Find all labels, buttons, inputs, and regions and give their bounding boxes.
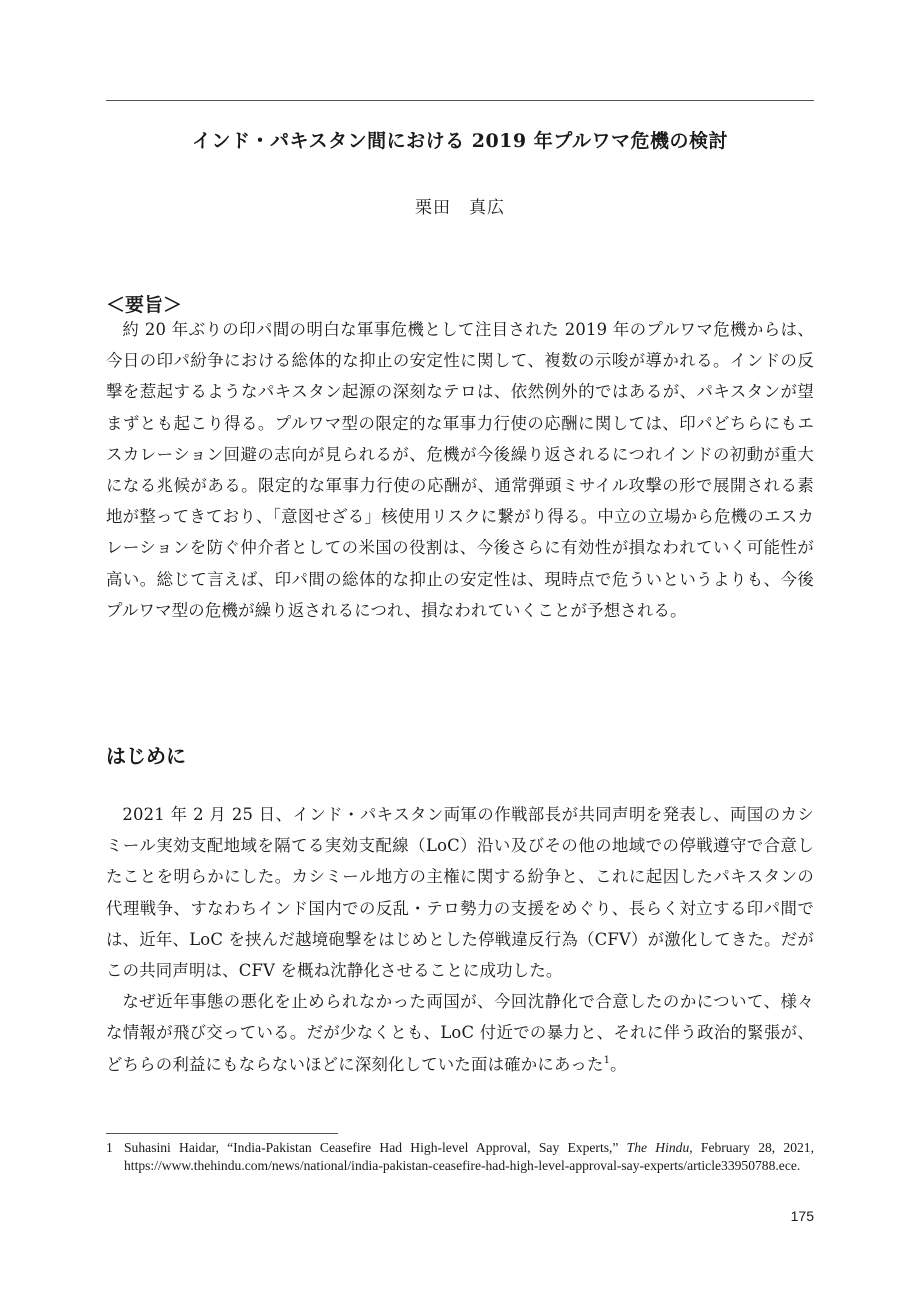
footnote-rule (106, 1133, 338, 1134)
intro-paragraph-2-text: なぜ近年事態の悪化を止められなかった両国が、今回沈静化で合意したのかについて、様々な情報が飛び交っている。だが少なくとも、LoC 付近での暴力と、それに伴う政治的緊張が、どちらの利益にもならないほどに深刻化していた面は確かにあった (106, 992, 814, 1074)
abstract-heading: ＜要旨＞ (106, 294, 183, 316)
footnote-text-before: Suhasini Haidar, “India-Pakistan Ceasefire Had High-level Approval, Say Experts,” (124, 1140, 627, 1155)
intro-paragraph-2-end: 。 (610, 1054, 627, 1074)
article-title: インド・パキスタン間における 2019 年プルワマ危機の検討 (192, 130, 728, 152)
article-author: 栗田 真広 (415, 198, 505, 218)
footnote-body (124, 1139, 814, 1175)
footnote (106, 1139, 814, 1175)
page-number: 175 (790, 1208, 814, 1224)
footnote-publication: The Hindu, (626, 1140, 693, 1155)
abstract-paragraph: 約 20 年ぶりの印パ間の明白な軍事危機として注目された 2019 年のプルワマ危機からは、今日の印パ紛争における総体的な抑止の安定性に関して、複数の示唆が導かれる。インドの反撃を惹起するようなパキスタン起源の深刻なテロは、依然例外的ではあるが、パキスタンが望まずとも起こり得る。プルワマ型の限定的な軍事力行使の応酬に関しては、印パどちらにもエスカレーション回避の志向が見られるが、危機が今後繰り返されるにつれインドの初動が重大になる兆候がある。限定的な軍事力行使の応酬が、通常弾頭ミサイル攻撃の形で展開される素地が整ってきており、「意図せざる」核使用リスクに繋がり得る。中立の立場から危機のエスカレーションを防ぐ仲介者としての米国の役割は、今後さらに有効性が損なわれていく可能性が高い。総じて言えば、印パ間の総体的な抑止の安定性は、現時点で危ういというよりも、今後プルワマ型の危機が繰り返されるにつれ、損なわれていくことが予想される。 (106, 320, 814, 620)
intro-paragraph-1: 2021 年 2 月 25 日、インド・パキスタン両軍の作戦部長が共同声明を発表し、両国のカシミール実効支配地域を隔てる実効支配線（LoC）沿い及びその他の地域での停戦遵守で合意したことを明らかにした。カシミール地方の主権に関する紛争と、これに起因したパキスタンの代理戦争、すなわちインド国内での反乱・テロ勢力の支援をめぐり、長らく対立する印パ間では、近年、LoC を挟んだ越境砲撃をはじめとした停戦違反行為（CFV）が激化してきた。だがこの共同声明は、CFV を概ね沈静化させることに成功した。 (106, 805, 814, 981)
header-rule (106, 100, 814, 101)
footnote-ref[interactable]: 1 (603, 1054, 611, 1066)
footnote-text-after: February 28, 2021, https://www.thehindu.com/news/national/india-pakistan-ceasefire-had-high-level-approval-say-experts/article33950788.ece. (124, 1140, 814, 1173)
abstract-section (106, 314, 814, 626)
intro-paragraph-2 (106, 986, 814, 1080)
footnote-number: 1 (106, 1140, 113, 1155)
introduction-heading: はじめに (106, 744, 186, 768)
introduction-section (106, 799, 814, 1080)
